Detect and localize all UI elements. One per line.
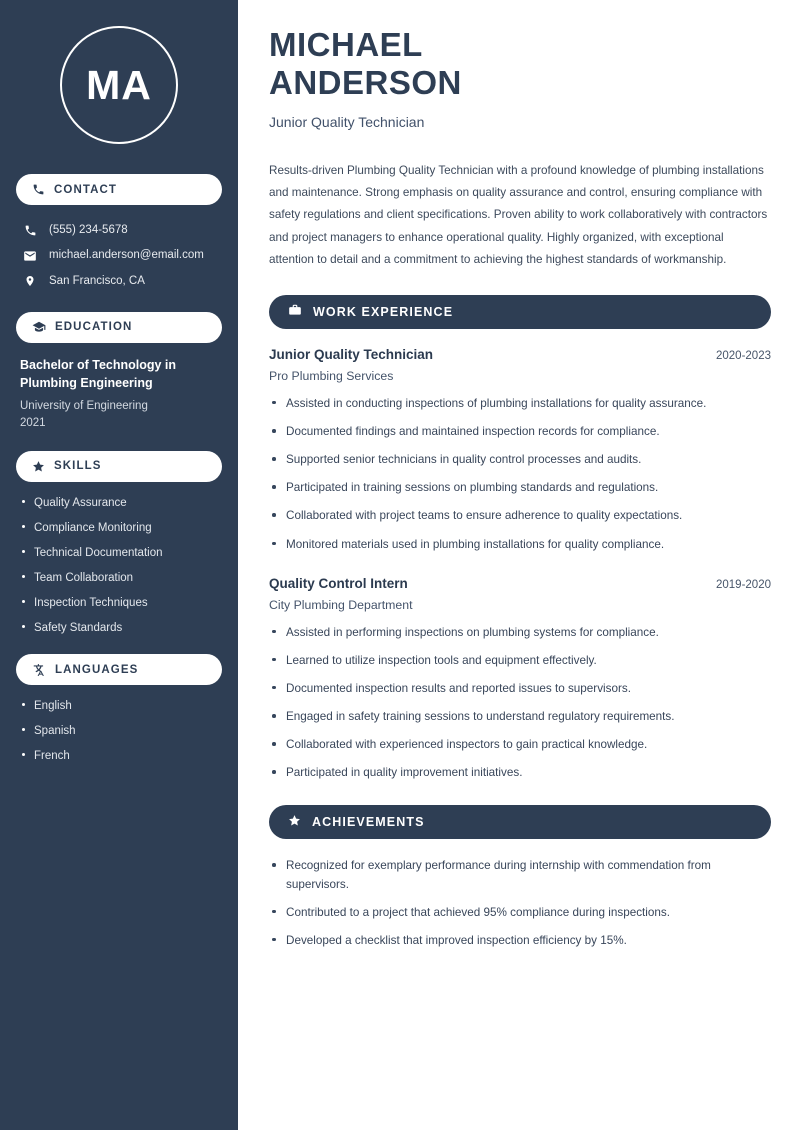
job-bullets [269,624,771,783]
page-title [269,26,771,103]
section-header-achievements [269,805,771,839]
list-item: Assisted in performing inspections on plumbing systems for compliance. [269,624,771,642]
education-year: 2021 [20,417,46,430]
list-item: Participated in quality improvement initiatives. [269,764,771,782]
job-role: Junior Quality Technician [269,346,434,362]
languages-list [16,698,222,764]
phone-icon [32,183,45,196]
job-header [269,347,771,362]
job-dates: 2020-2023 [716,349,771,362]
monogram-initials: MA [60,26,178,144]
section-header-skills [16,451,222,482]
list-item: Compliance Monitoring [20,520,218,536]
professional-summary: Results-driven Plumbing Quality Technician with a profound knowledge of plumbing installations and maintenance. Strong emphasis on quality assurance and control, ensuring compliance with safety regulations and client specifications. Proven ability to work collaboratively with contractors and project managers to enhance operational quality. Highly organized, with exceptional attention to detail and a commitment to achieving the highest standards of workmanship. [269,163,768,267]
list-item: Learned to utilize inspection tools and equipment effectively. [269,652,771,670]
list-item: Collaborated with experienced inspectors to gain practical knowledge. [269,736,771,754]
first-name: MICHAEL [269,26,423,63]
contact-email[interactable] [16,243,222,268]
contact-phone-value: (555) 234-5678 [49,224,128,236]
list-item: French [20,748,218,764]
sidebar [0,0,238,1130]
list-item: Supported senior technicians in quality control processes and audits. [269,451,771,469]
main-content [238,0,800,1130]
education-school: University of Engineering [20,400,148,412]
skills-list [16,495,222,637]
list-item: Documented findings and maintained inspection records for compliance. [269,423,771,441]
section-header-work-experience-label: WORK EXPERIENCE [313,304,454,319]
list-item: Quality Assurance [20,495,218,511]
star-icon [288,814,301,830]
list-item: English [20,698,218,714]
section-header-contact [16,174,222,205]
graduation-cap-icon [32,320,46,334]
job-title: Junior Quality Technician [269,113,425,130]
job-bullets [269,395,771,554]
contact-phone[interactable] [16,218,222,243]
section-header-languages-label: LANGUAGES [55,663,139,676]
star-icon [32,460,45,473]
list-item: Monitored materials used in plumbing installations for quality compliance. [269,536,771,554]
list-item: Inspection Techniques [20,595,218,611]
section-header-education-label: EDUCATION [55,321,133,334]
achievements-list [269,857,771,950]
translate-icon [32,663,46,677]
contact-email-value: michael.anderson@email.com [49,249,204,262]
list-item: Team Collaboration [20,570,218,586]
avatar [16,26,222,144]
job-header [269,576,771,591]
envelope-icon [22,249,38,263]
section-header-contact-label: CONTACT [54,183,118,196]
section-header-achievements-label: ACHIEVEMENTS [312,815,425,830]
list-item: Recognized for exemplary performance during internship with commendation from supervisors. [269,857,771,893]
list-item: Assisted in conducting inspections of plumbing installations for quality assurance. [269,395,771,413]
job-dates: 2019-2020 [716,578,771,591]
section-header-education [16,312,222,343]
contact-location[interactable] [16,269,222,294]
last-name: ANDERSON [269,64,462,102]
list-item: Technical Documentation [20,545,218,561]
phone-icon [22,224,38,237]
job-company: City Plumbing Department [269,597,413,612]
list-item: Collaborated with project teams to ensure adherence to quality expectations. [269,507,771,525]
section-header-skills-label: SKILLS [54,460,102,472]
list-item: Developed a checklist that improved inspection efficiency by 15%. [269,932,771,950]
job-entry [269,347,771,554]
section-header-work-experience [269,295,771,329]
location-pin-icon [22,274,38,288]
list-item: Documented inspection results and reported issues to supervisors. [269,680,771,698]
list-item: Safety Standards [20,620,218,636]
list-item: Engaged in safety training sessions to understand regulatory requirements. [269,708,771,726]
briefcase-icon [288,303,302,320]
list-item: Spanish [20,723,218,739]
contact-location-value: San Francisco, CA [49,274,145,287]
education-degree: Bachelor of Technology in Plumbing Engineering [20,357,177,390]
list-item: Participated in training sessions on plumbing standards and regulations. [269,479,771,497]
list-item: Contributed to a project that achieved 95% compliance during inspections. [269,904,771,922]
job-entry [269,576,771,783]
job-company: Pro Plumbing Services [269,368,394,383]
section-header-languages [16,654,222,685]
job-role: Quality Control Intern [269,575,408,591]
